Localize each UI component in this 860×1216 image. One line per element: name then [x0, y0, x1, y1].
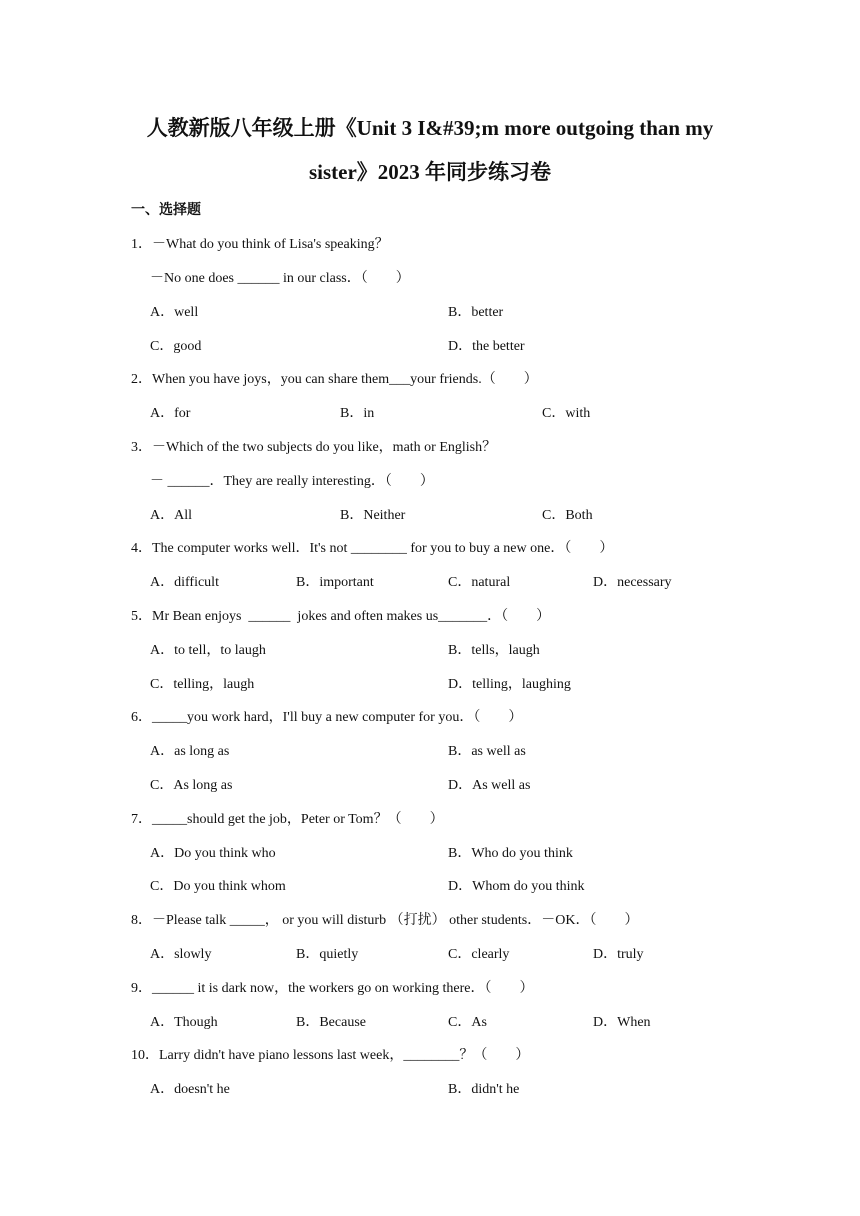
question-2-stem: 2．When you have joys，you can share them___your friends.（ ） [131, 372, 538, 387]
question-7-option-b: B．Who do you think [448, 846, 573, 861]
question-3-option-a: A．All [150, 508, 192, 523]
question-6-option-d: D．As well as [448, 778, 531, 793]
question-1-option-a: A．well [150, 305, 199, 320]
question-10-option-b: B．didn't he [448, 1082, 520, 1097]
question-6-option-c: C．As long as [150, 778, 233, 793]
question-7-option-c: C．Do you think whom [150, 879, 286, 894]
question-2-option-c: C．with [542, 406, 591, 421]
question-8-option-d: D．truly [593, 947, 644, 962]
question-3-option-b: B．Neither [340, 508, 406, 523]
question-6-option-b: B．as well as [448, 744, 526, 759]
question-3-option-c: C．Both [542, 508, 593, 523]
question-9-option-d: D．When [593, 1015, 651, 1030]
question-5-option-b: B．tells，laugh [448, 643, 540, 658]
question-5-option-a: A．to tell，to laugh [150, 643, 266, 658]
question-4-option-c: C．natural [448, 575, 511, 590]
question-7-option-d: D．Whom do you think [448, 879, 585, 894]
question-10-option-a: A．doesn't he [150, 1082, 230, 1097]
section-header: 一、选择题 [131, 203, 201, 218]
question-3-stem-2: － ______．They are really interesting．（ ） [150, 474, 434, 489]
question-2-option-a: A．for [150, 406, 191, 421]
question-3-stem: 3．－Which of the two subjects do you like，math or English？ [131, 440, 497, 455]
question-6-stem: 6．_____you work hard，I'll buy a new computer for you．（ ） [131, 710, 523, 725]
question-1-option-b: B．better [448, 305, 504, 320]
document-title-line-1: 人教新版八年级上册《Unit 3 I&#39;m more outgoing than my [146, 116, 714, 140]
question-5-stem: 5．Mr Bean enjoys ______ jokes and often makes us_______．（ ） [131, 609, 551, 624]
question-8-option-a: A．slowly [150, 947, 212, 962]
question-8-option-c: C．clearly [448, 947, 510, 962]
question-9-option-c: C．As [448, 1015, 487, 1030]
question-1-option-d: D．the better [448, 339, 525, 354]
question-1-stem-2: －No one does ______ in our class．（ ） [150, 271, 410, 286]
question-4-option-a: A．difficult [150, 575, 219, 590]
question-1-option-c: C．good [150, 339, 202, 354]
document-title-line-2: sister》2023 年同步练习卷 [308, 160, 552, 184]
question-8-option-b: B．quietly [296, 947, 359, 962]
question-9-stem: 9．______ it is dark now，the workers go on working there．（ ） [131, 981, 534, 996]
question-4-stem: 4．The computer works well．It's not ________ for you to buy a new one．（ ） [131, 541, 614, 556]
question-2-option-b: B．in [340, 406, 375, 421]
question-4-option-b: B．important [296, 575, 374, 590]
question-8-stem: 8．－Please talk _____， or you will disturb （打扰） other students．－OK．（ ） [131, 913, 639, 928]
question-1-stem: 1．－What do you think of Lisa's speaking？ [131, 237, 389, 252]
question-5-option-c: C．telling，laugh [150, 677, 255, 692]
question-7-option-a: A．Do you think who [150, 846, 276, 861]
question-10-stem: 10．Larry didn't have piano lessons last week，________？（ ） [131, 1048, 530, 1063]
question-9-option-a: A．Though [150, 1015, 218, 1030]
question-5-option-d: D．telling，laughing [448, 677, 571, 692]
question-9-option-b: B．Because [296, 1015, 366, 1030]
question-4-option-d: D．necessary [593, 575, 672, 590]
question-7-stem: 7．_____should get the job，Peter or Tom？（ ） [131, 812, 444, 827]
question-6-option-a: A．as long as [150, 744, 230, 759]
